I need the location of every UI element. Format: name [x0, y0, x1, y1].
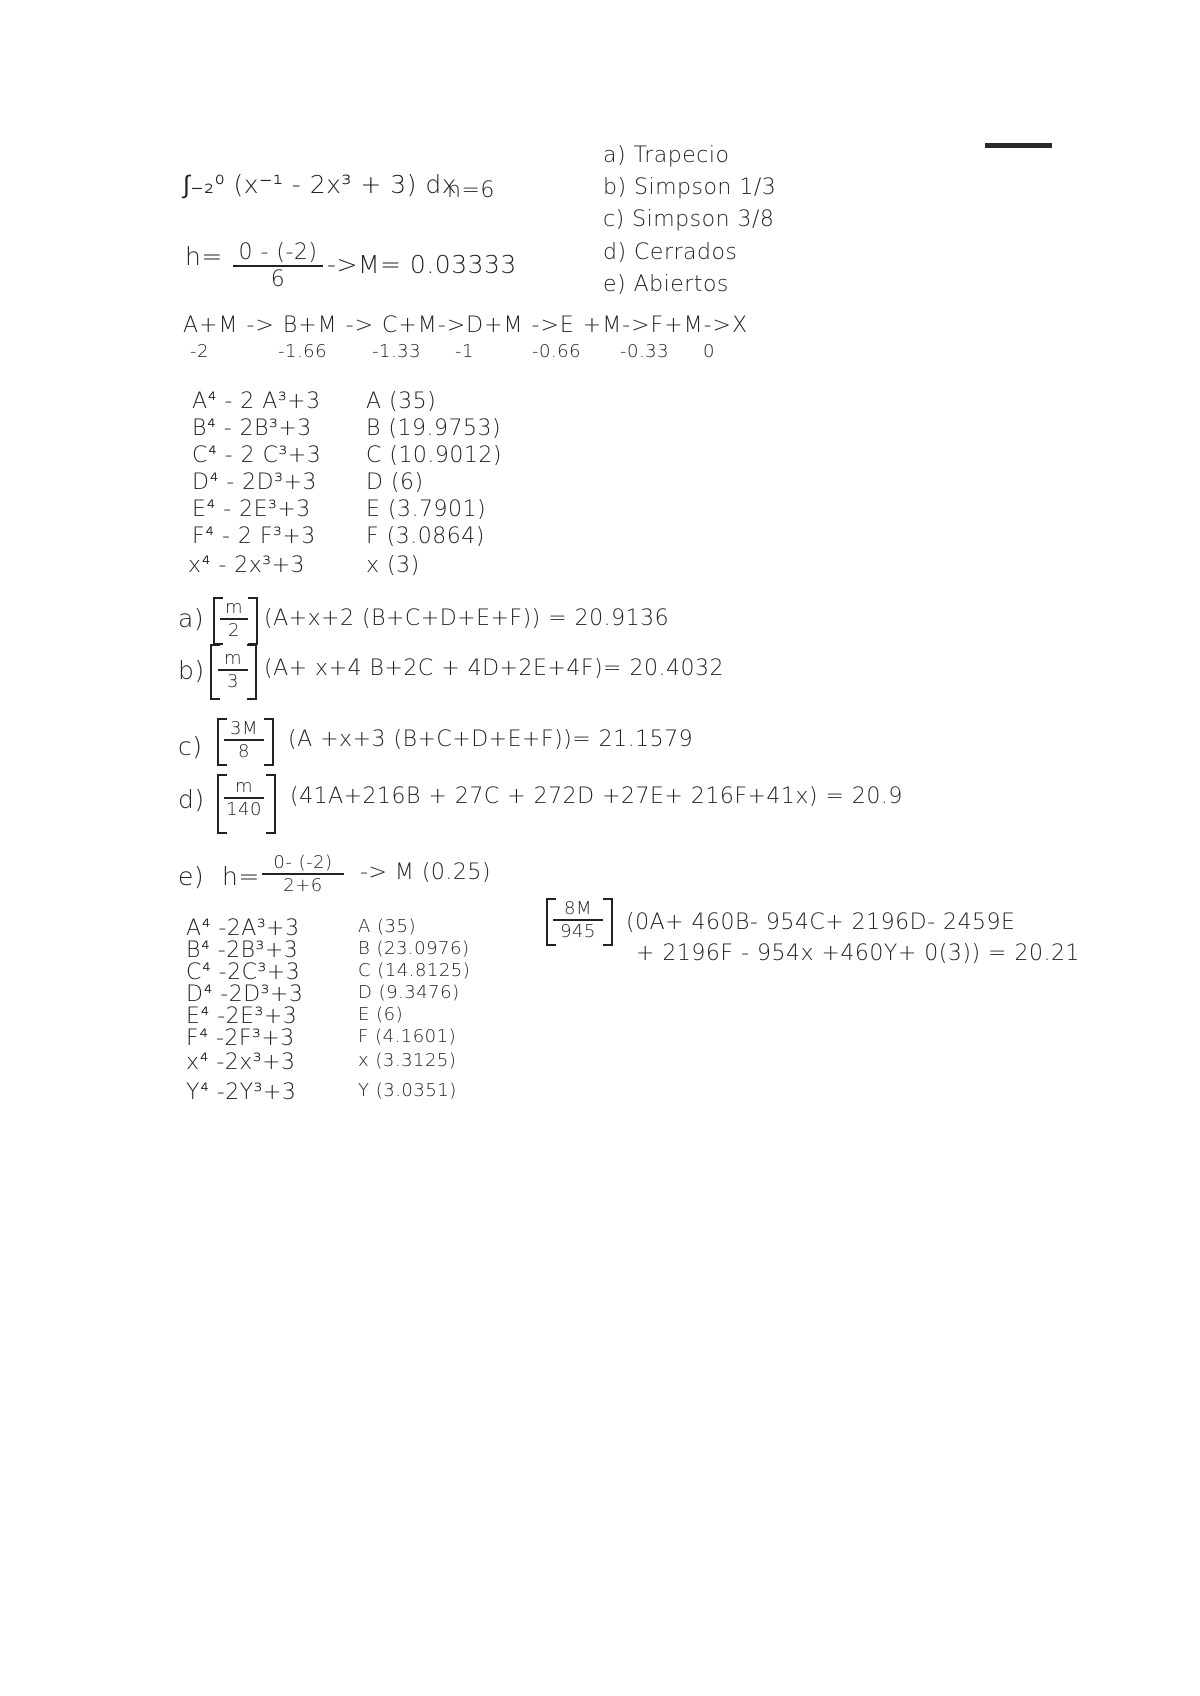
- eval-result: D (9.3476): [358, 982, 460, 1003]
- h-numerator: 0- (-2): [262, 852, 344, 875]
- h-label: h=: [185, 242, 223, 271]
- option-b: b) Simpson 1/3: [603, 175, 777, 200]
- eval-expr: A⁴ -2A³+3: [186, 916, 300, 941]
- fraction-numerator: m: [218, 648, 248, 671]
- eval-expr: C⁴ - 2 C³+3: [192, 443, 322, 468]
- eval-expr: C⁴ -2C³+3: [186, 960, 301, 985]
- method-fraction: [224, 718, 264, 762]
- eval-expr: A⁴ - 2 A³+3: [192, 389, 321, 414]
- method-label: c): [178, 732, 203, 761]
- fraction-denominator: 140: [226, 799, 262, 820]
- chain-value: -2: [190, 341, 209, 362]
- eval-expr: x⁴ - 2x³+3: [188, 553, 306, 578]
- chain-value: -0.66: [532, 341, 582, 362]
- bracket-right: [603, 898, 613, 946]
- fraction-numerator: m: [220, 597, 248, 620]
- eval-expr: D⁴ -2D³+3: [186, 982, 304, 1007]
- h-label: h=: [222, 862, 260, 891]
- fraction-denominator: 3: [227, 671, 239, 692]
- eval-result: Y (3.0351): [358, 1080, 457, 1101]
- eval-result: E (6): [358, 1004, 404, 1025]
- eval-expr: B⁴ - 2B³+3: [192, 416, 312, 441]
- fraction-numerator: m: [224, 776, 264, 799]
- bracket-right: [264, 718, 274, 766]
- method-fraction: [220, 597, 248, 641]
- method-expression: (A+ x+4 B+2C + 4D+2E+4F)= 20.4032: [264, 656, 724, 681]
- eval-expr: D⁴ - 2D³+3: [192, 470, 317, 495]
- eval-expr: F⁴ -2F³+3: [186, 1026, 295, 1051]
- chain-value: -1.33: [372, 341, 422, 362]
- eval-result: E (3.7901): [366, 497, 487, 522]
- option-d: d) Cerrados: [603, 240, 738, 265]
- h-numerator: 0 - (-2): [233, 240, 323, 267]
- eval-result: B (23.0976): [358, 938, 470, 959]
- h-result: -> M (0.25): [360, 860, 491, 885]
- n-value: n=6: [447, 178, 495, 203]
- eval-result: x (3): [366, 553, 420, 578]
- bracket-right: [247, 644, 257, 700]
- eval-result: F (3.0864): [366, 524, 485, 549]
- eval-result: F (4.1601): [358, 1026, 457, 1047]
- eval-result: B (19.9753): [366, 416, 502, 441]
- eval-result: x (3.3125): [358, 1050, 457, 1071]
- method-expression: (A+x+2 (B+C+D+E+F)) = 20.9136: [264, 606, 670, 631]
- eval-result: C (14.8125): [358, 960, 471, 981]
- option-c: c) Simpson 3/8: [603, 207, 775, 232]
- integral-expression: ∫₋₂⁰ (x⁻¹ - 2x³ + 3) dx: [183, 170, 458, 199]
- fraction-denominator: 8: [238, 741, 250, 762]
- method-fraction: [224, 776, 264, 820]
- formula-denominator: 945: [560, 921, 596, 942]
- eval-result: A (35): [366, 389, 437, 414]
- chain-value: -1: [455, 341, 474, 362]
- method-expression: (41A+216B + 27C + 272D +27E+ 216F+41x) = 20.9: [290, 784, 903, 809]
- corner-mark: [985, 143, 1052, 148]
- fraction-numerator: 3M: [224, 718, 264, 741]
- chain-value: -1.66: [278, 341, 328, 362]
- h-fraction: [233, 240, 323, 292]
- method-fraction: [218, 648, 248, 692]
- h-fraction: [262, 852, 344, 896]
- eval-result: D (6): [366, 470, 424, 495]
- fraction-denominator: 2: [228, 620, 240, 641]
- formula-line-2: + 2196F - 954x +460Y+ 0(3)) = 20.21: [636, 941, 1080, 966]
- h-denominator: 2+6: [283, 875, 323, 896]
- method-expression: (A +x+3 (B+C+D+E+F))= 21.1579: [288, 727, 694, 752]
- eval-expr: F⁴ - 2 F³+3: [192, 524, 316, 549]
- eval-result: C (10.9012): [366, 443, 502, 468]
- bracket-right: [248, 597, 258, 645]
- node-chain: A+M -> B+M -> C+M->D+M ->E +M->F+M->X: [183, 313, 749, 338]
- method-label: e): [178, 862, 205, 891]
- eval-expr: x⁴ -2x³+3: [186, 1050, 296, 1075]
- eval-expr: E⁴ -2E³+3: [186, 1004, 298, 1029]
- h-denominator: 6: [270, 267, 286, 292]
- method-label: d): [178, 785, 205, 814]
- option-e: e) Abiertos: [603, 272, 729, 297]
- eval-expr: B⁴ -2B³+3: [186, 938, 299, 963]
- eval-expr: E⁴ - 2E³+3: [192, 497, 311, 522]
- option-a: a) Trapecio: [603, 143, 730, 168]
- h-result: ->M= 0.03333: [327, 250, 517, 279]
- method-label: b): [178, 656, 205, 685]
- method-label: a): [178, 604, 205, 633]
- chain-value: -0.33: [620, 341, 670, 362]
- eval-result: A (35): [358, 916, 416, 937]
- formula-line-1: (0A+ 460B- 954C+ 2196D- 2459E: [626, 910, 1016, 935]
- eval-expr: Y⁴ -2Y³+3: [186, 1080, 297, 1105]
- formula-fraction: [553, 898, 603, 942]
- formula-numerator: 8M: [553, 898, 603, 921]
- bracket-right: [266, 774, 276, 834]
- chain-value: 0: [703, 341, 715, 362]
